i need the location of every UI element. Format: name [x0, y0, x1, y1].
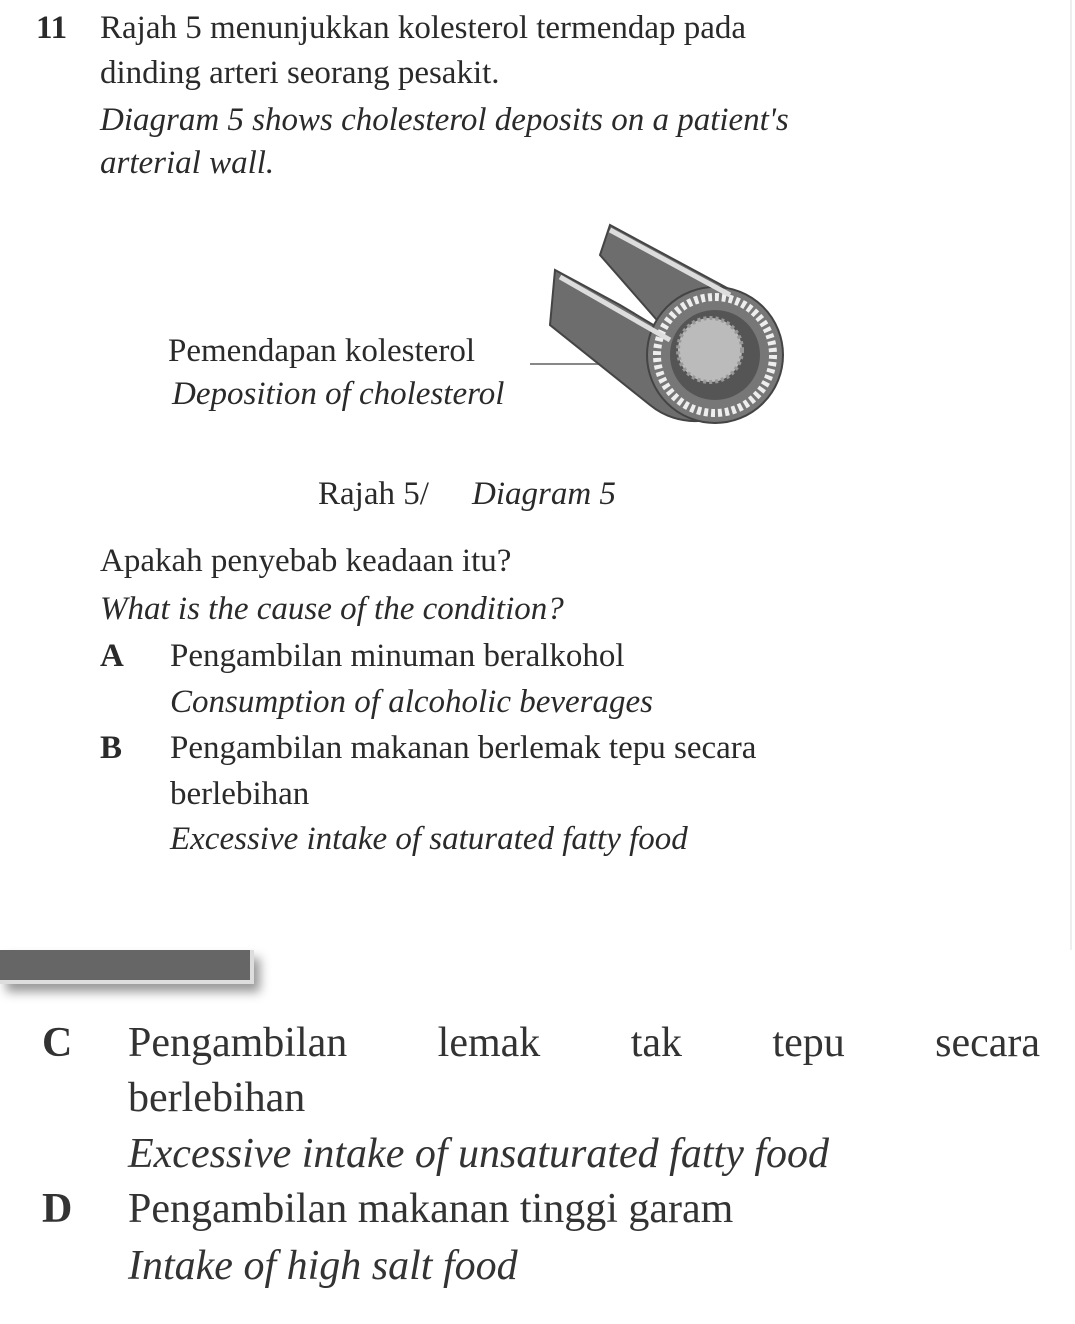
option-a-en[interactable]: Consumption of alcoholic beverages — [170, 684, 654, 720]
option-c-ms-line1[interactable]: Pengambilan lemak tak tepu secara — [128, 1020, 1040, 1066]
artery-diagram — [540, 215, 810, 445]
option-d-ms[interactable]: Pengambilan makanan tinggi garam — [128, 1186, 734, 1232]
option-c-en[interactable]: Excessive intake of unsaturated fatty food — [128, 1131, 829, 1177]
stem-ms-line2: dinding arteri seorang pesakit. — [100, 55, 500, 91]
page-edge-tab — [0, 950, 254, 984]
option-a-ms[interactable]: Pengambilan minuman beralkohol — [170, 638, 625, 674]
option-b-ms-line1[interactable]: Pengambilan makanan berlemak tepu secara — [170, 730, 757, 766]
option-a-letter[interactable]: A — [100, 638, 124, 674]
artery-wall — [550, 225, 783, 423]
option-d-letter[interactable]: D — [42, 1186, 73, 1232]
diagram-label-en: Deposition of cholesterol — [172, 376, 505, 412]
stem-en-line1: Diagram 5 shows cholesterol deposits on a patient's — [100, 102, 789, 138]
option-b-ms-line2[interactable]: berlebihan — [170, 776, 310, 812]
option-b-en[interactable]: Excessive intake of saturated fatty food — [170, 821, 688, 857]
cholesterol-deposit — [678, 318, 742, 382]
option-c-ms-line2[interactable]: berlebihan — [128, 1075, 306, 1121]
option-c-letter[interactable]: C — [42, 1020, 73, 1066]
diagram-caption-en: Diagram 5 — [472, 476, 616, 512]
diagram-caption-ms: Rajah 5/ — [318, 476, 429, 512]
stem-en-line2: arterial wall. — [100, 145, 275, 181]
stem-ms-line1: Rajah 5 menunjukkan kolesterol termendap pada — [100, 10, 747, 46]
prompt-en: What is the cause of the condition? — [100, 591, 564, 627]
option-b-letter[interactable]: B — [100, 730, 123, 766]
diagram-label-ms: Pemendapan kolesterol — [168, 333, 475, 369]
prompt-ms: Apakah penyebab keadaan itu? — [100, 543, 512, 579]
question-number: 11 — [36, 10, 68, 46]
option-d-en[interactable]: Intake of high salt food — [128, 1243, 518, 1289]
